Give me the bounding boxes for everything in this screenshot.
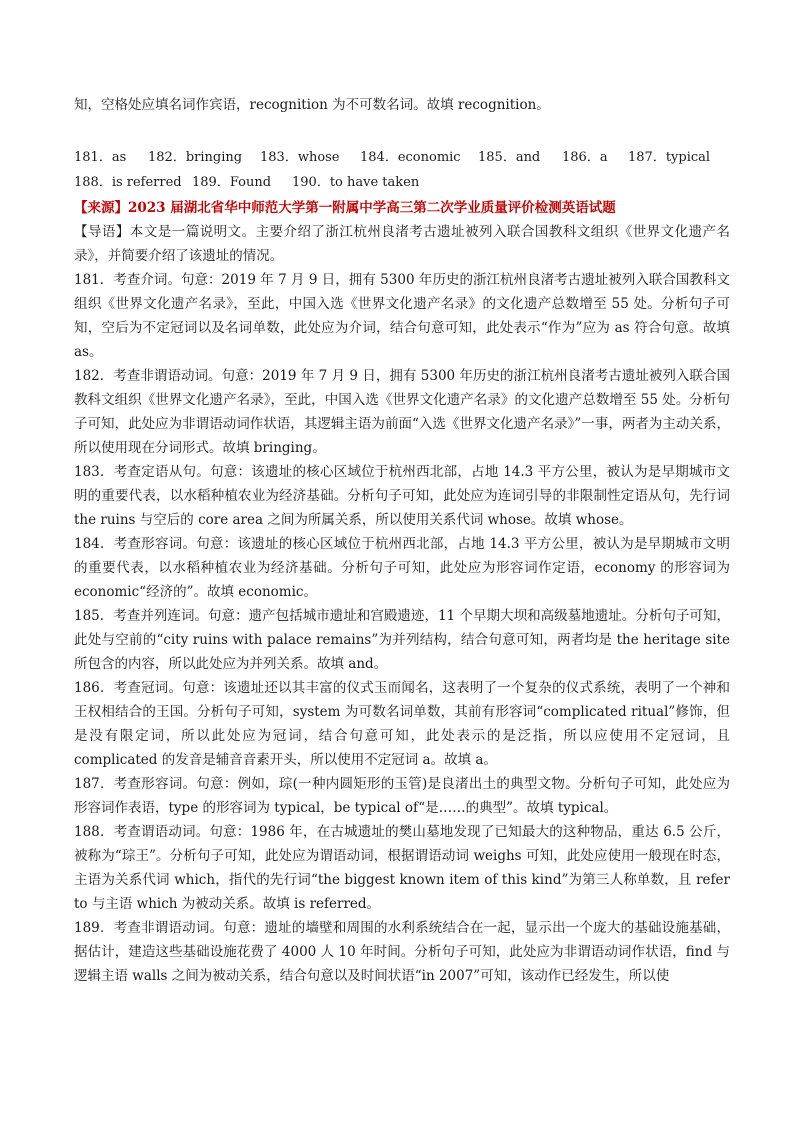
previous-explanation-tail: 知，空格处应填名词作宾语，recognition 为不可数名词。故填 recognition。	[74, 97, 550, 113]
answer-row	[74, 145, 754, 170]
explanation-183: 183．考查定语从句。句意：该遗址的核心区域位于杭州西北部，占地 14.3 平方公里，被认为是早期城市文明的重要代表，以水稻种植农业为经济基础。分析句子可知，此处应为连词引导的非限制性定语从句，先行词 the ruins 与空后的 core area 之间为所属关系，所以使用关系代词 whose。故填 whose。	[74, 464, 730, 528]
answer-item: 184．economic	[360, 150, 461, 165]
answer-item: 186．a	[562, 150, 608, 165]
explanation-181: 181．考查介词。句意：2019 年 7 月 9 日，拥有 5300 年历史的浙江杭州良渚考古遗址被列入联合国教科文组织《世界文化遗产名录》，至此，中国入选《世界文化遗产名录》的文化遗产总数增至 55 处。分析句子可知，空后为不定冠词以及名词单数，此处应为介词，结合句意可知，此处表示“作为”应为 as 符合句意。故填 as。	[74, 272, 730, 360]
answer-item: 188．is referred	[74, 175, 182, 190]
answer-item: 181．as	[74, 150, 127, 165]
explanation-body	[74, 220, 730, 988]
answer-item: 190．to have taken	[292, 175, 420, 190]
answer-item: 189．Found	[192, 175, 272, 190]
answer-item: 185．and	[478, 150, 541, 165]
answer-item: 183．whose	[260, 150, 340, 165]
explanation-184: 184．考查形容词。句意：该遗址的核心区域位于杭州西北部，占地 14.3 平方公里，被认为是早期城市文明的重要代表，以水稻种植农业为经济基础。分析句子可知，此处应为形容词作定语，economy 的形容词为 economic“经济的”。故填 economic。	[74, 536, 730, 600]
explanation-186: 186．考查冠词。句意：该遗址还以其丰富的仪式玉而闻名，这表明了一个复杂的仪式系统，表明了一个神和王权相结合的王国。分析句子可知，system 为可数名词单数，其前有形容词“complicated ritual”修饰，但是没有限定词，所以此处应为冠词，结合句意可知，此处表示的是泛指，所以应使用不定冠词，且 complicated 的发音是辅音音素开头，所以使用不定冠词 a。故填 a。	[74, 680, 730, 768]
answer-row	[74, 170, 754, 195]
explanation-189: 189．考查非谓语动词。句意：遗址的墙壁和周围的水利系统结合在一起，显示出一个庞大的基础设施基础，据估计，建造这些基础设施花费了 4000 人 10 年时间。分析句子可知，此处应为非谓语动词作状语，find 与逻辑主语 walls 之间为被动关系，结合句意以及时间状语“in 2007”可知，该动作已经发生，所以使	[74, 920, 730, 984]
explanation-182: 182．考查非谓语动词。句意：2019 年 7 月 9 日，拥有 5300 年历史的浙江杭州良渚考古遗址被列入联合国教科文组织《世界文化遗产名录》，至此，中国入选《世界文化遗产名录》的文化遗产总数增至 55 处。分析句子可知，此处应为非谓语动词作状语，其逻辑主语为前面“入选《世界文化遗产名录》”一事，两者为主动关系，所以使用现在分词形式。故填 bringing。	[74, 368, 730, 456]
guide-paragraph: 【导语】本文是一篇说明文。主要介绍了浙江杭州良渚考古遗址被列入联合国教科文组织《世界文化遗产名录》，并简要介绍了该遗址的情况。	[74, 224, 730, 264]
explanation-188: 188．考查谓语动词。句意：1986 年，在古城遗址的樊山墓地发现了已知最大的这种物品，重达 6.5 公斤，被称为“琮王”。分析句子可知，此处应为谓语动词，根据谓语动词 weighs 可知，此处应使用一般现在时态，主语为关系代词 which，指代的先行词“the biggest known item of this kind”为第三人称单数，且 refer to 与主语 which 为被动关系。故填 is referred。	[74, 824, 730, 912]
answer-item: 182．bringing	[148, 150, 243, 165]
explanation-187: 187．考查形容词。句意：例如，琮(一种内圆矩形的玉管)是良渚出土的典型文物。分析句子可知，此处应为形容词作表语，type 的形容词为 typical，be typical of“是……的典型”。故填 typical。	[74, 776, 730, 816]
answer-item: 187．typical	[628, 150, 711, 165]
explanation-185: 185．考查并列连词。句意：遗产包括城市遗址和宫殿遗迹，11 个早期大坝和高级墓地遗址。分析句子可知，此处与空前的“city ruins with palace remains”为并列结构，结合句意可知，两者均是 the heritage site 所包含的内容，所以此处应为并列关系。故填 and。	[74, 608, 730, 672]
source-line: 【来源】2023 届湖北省华中师范大学第一附属中学高三第二次学业质量评价检测英语试题	[74, 200, 616, 216]
answer-key	[74, 145, 754, 195]
